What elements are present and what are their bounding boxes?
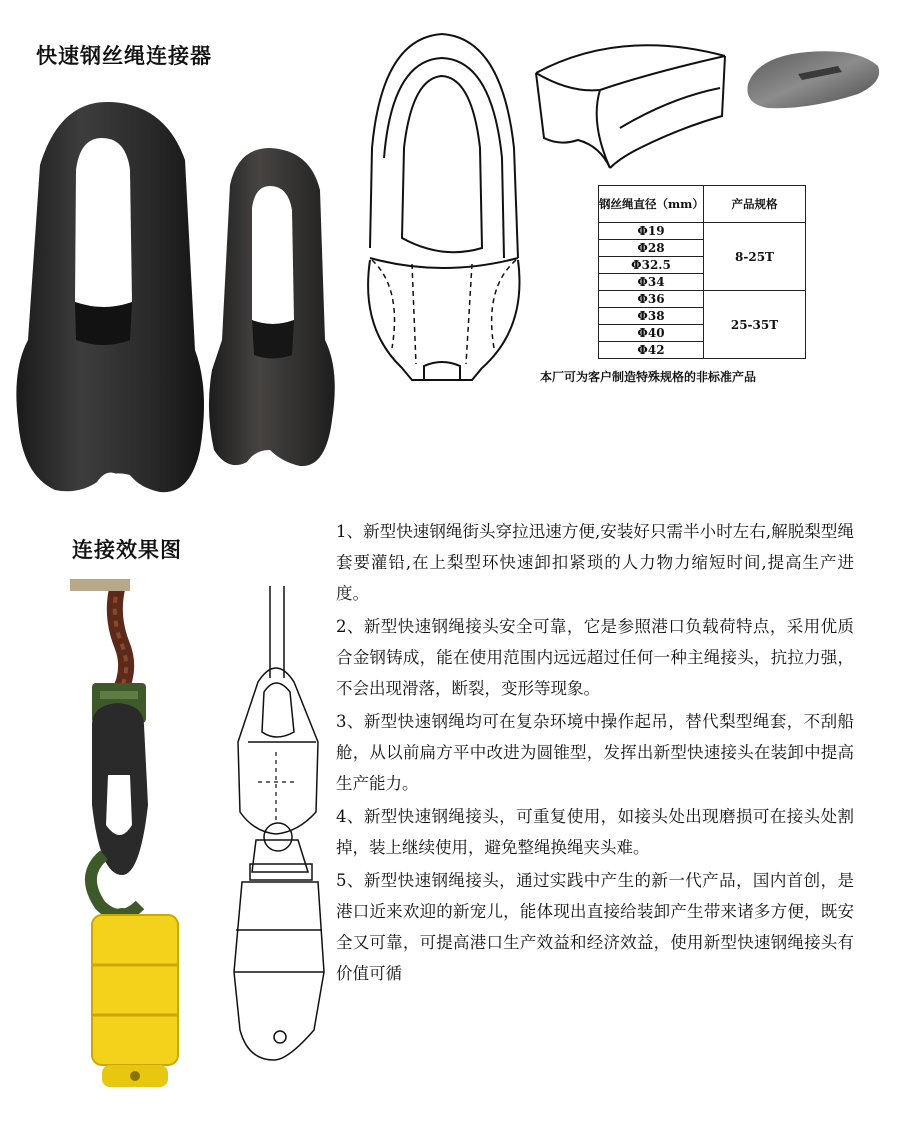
- table-cell-spec: 8-25T: [704, 223, 806, 291]
- connector-photo: [0, 90, 360, 510]
- large-connector: [16, 102, 204, 492]
- description-paragraph: 4、新型快速钢绳接头，可重复使用，如接头处出现磨损可在接头处割掉，装上继续使用，避免整绳换绳夹头难。: [336, 807, 854, 857]
- description-paragraph: 3、新型快速钢绳均可在复杂环境中操作起吊，替代梨型绳套，不刮船舱，从以前扁方平中改进为圆锥型，发挥出新型快速接头在装卸中提高生产能力。: [336, 712, 854, 793]
- table-cell-diameter: Φ34: [599, 274, 704, 291]
- description-block: [336, 516, 854, 991]
- connection-photo: [40, 575, 240, 1105]
- spec-table: [598, 185, 806, 359]
- wedge-photo: [738, 44, 886, 114]
- product-title: 快速钢丝绳连接器: [36, 44, 212, 68]
- table-cell-diameter: Φ36: [599, 291, 704, 308]
- description-paragraph: 5、新型快速钢绳接头，通过实践中产生的新一代产品，国内首创，是港口近来欢迎的新宠儿，能体现出直接给装卸产生带来诸多方便，既安全又可靠，可提高港口生产效益和经济效益，使用新型快速钢绳接头有价值可循: [336, 871, 854, 983]
- wedge-sketch: [530, 28, 730, 173]
- table-cell-diameter: Φ19: [599, 223, 704, 240]
- table-cell-diameter: Φ38: [599, 308, 704, 325]
- table-cell-diameter: Φ42: [599, 342, 704, 359]
- table-header-diameter: 钢丝绳直径（mm）: [599, 186, 704, 223]
- table-header-spec: 产品规格: [704, 186, 806, 223]
- table-cell-diameter: Φ40: [599, 325, 704, 342]
- custom-note: 本厂可为客户制造特殊规格的非标准产品: [540, 370, 757, 384]
- table-cell-spec: 25-35T: [704, 291, 806, 359]
- assembly-line-drawing: [228, 582, 340, 1074]
- description-paragraph: 1、新型快速钢绳街头穿拉迅速方便,安装好只需半小时左右,解脱梨型绳套要灌铅,在上梨型环快速卸扣紧琐的人力物力缩短时间,提高生产进度。: [336, 522, 854, 603]
- connection-title: 连接效果图: [72, 538, 182, 562]
- table-cell-diameter: Φ28: [599, 240, 704, 257]
- description-paragraph: 2、新型快速钢绳接头安全可靠，它是参照港口负载荷特点，采用优质合金钢铸成，能在使用范围内远远超过任何一种主绳接头，抗拉力强，不会出现滑落，断裂，变形等现象。: [336, 617, 854, 698]
- small-connector: [209, 148, 335, 466]
- table-cell-diameter: Φ32.5: [599, 257, 704, 274]
- connector-line-drawing: [362, 28, 527, 390]
